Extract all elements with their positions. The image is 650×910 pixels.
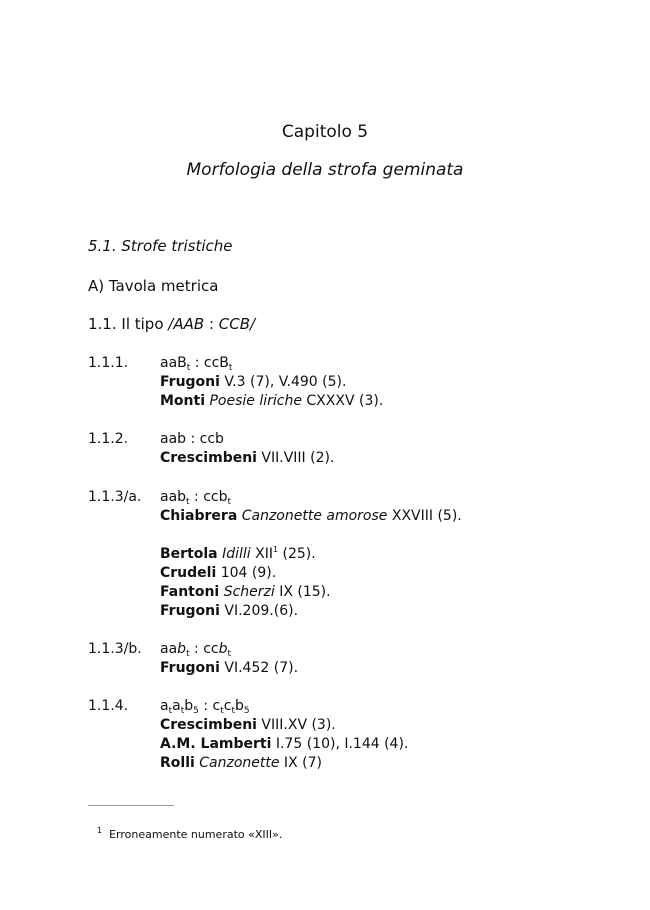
reference-line: Frugoni VI.209.(6).	[160, 603, 299, 619]
footnote-number: 1	[97, 826, 103, 835]
reference-line: Crescimbeni VII.VIII (2).	[160, 450, 335, 466]
entry-number: 1.1.4.	[88, 698, 129, 714]
reference-line: Monti Poesie liriche CXXXV (3).	[160, 393, 384, 409]
type-heading: 1.1. Il tipo /AAB : CCB/	[88, 315, 256, 333]
footnote-marker: 1	[272, 545, 279, 554]
chapter-title: Capitolo 5	[281, 122, 369, 142]
reference-line: Chiabrera Canzonette amorose XXVIII (5).	[160, 508, 462, 524]
rhyme-scheme: aab$_t$ : ccb$_t$	[160, 489, 232, 507]
entry-number: 1.1.3/b.	[88, 641, 142, 657]
reference-line: Frugoni VI.452 (7).	[160, 660, 299, 676]
reference-line: A.M. Lamberti I.75 (10), I.144 (4).	[160, 736, 409, 752]
rhyme-scheme: aaB$_t$ : ccB$_t$	[160, 355, 233, 373]
reference-line: Fantoni Scherzi IX (15).	[160, 584, 331, 600]
chapter-subtitle: Morfologia della strofa geminata	[186, 160, 464, 180]
reference-line: Rolli Canzonette IX (7)	[160, 755, 322, 771]
entry-number: 1.1.1.	[88, 355, 129, 371]
rhyme-scheme: aab$_t$ : ccb$_t$	[160, 641, 232, 659]
reference-line: Crudeli 104 (9).	[160, 565, 277, 581]
reference-line: Frugoni V.3 (7), V.490 (5).	[160, 374, 347, 390]
entry-number: 1.1.2.	[88, 431, 129, 447]
entry-number: 1.1.3/a.	[88, 489, 142, 505]
section-heading: 5.1. Strofe tristiche	[88, 237, 233, 255]
reference-line: Crescimbeni VIII.XV (3).	[160, 717, 336, 733]
rhyme-scheme: $a_ta_tb_5$ : $c_tc_tb_5$	[160, 698, 250, 716]
footnote-divider	[88, 805, 174, 806]
footnote	[97, 828, 282, 841]
footnote-text: Erroneamente numerato «XIII».	[109, 828, 283, 841]
rhyme-scheme: aab : ccb	[160, 431, 224, 447]
reference-line: Bertola Idilli XII$^1$ (25).	[160, 545, 316, 562]
subsection-heading-a: A) Tavola metrica	[88, 277, 219, 295]
